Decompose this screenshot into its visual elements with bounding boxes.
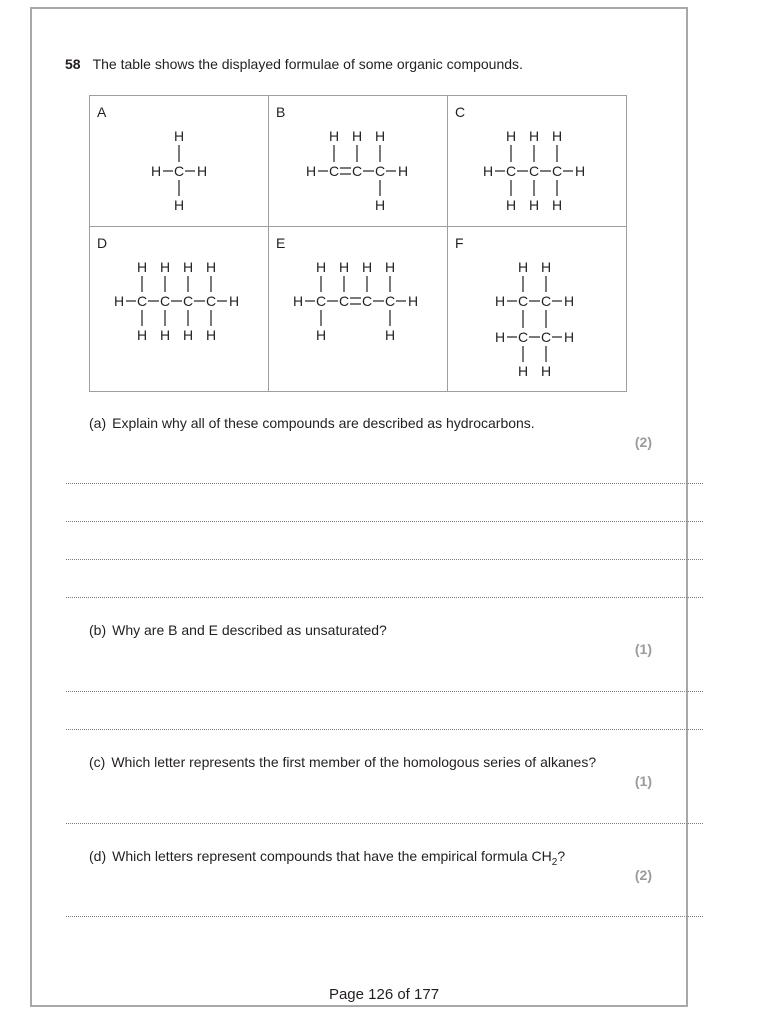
answer-line[interactable] bbox=[66, 483, 703, 484]
question-stem: The table shows the displayed formulae of some organic compounds. bbox=[92, 56, 523, 72]
atom-h: H bbox=[182, 327, 194, 343]
atom-c: C bbox=[374, 163, 386, 179]
displayed-formula-f bbox=[448, 227, 626, 391]
atom-h: H bbox=[528, 128, 540, 144]
atom-h: H bbox=[159, 259, 171, 275]
atom-c: C bbox=[173, 163, 185, 179]
part-text: Why are B and E described as unsaturated? bbox=[112, 622, 387, 638]
part-d-question bbox=[89, 848, 565, 868]
atom-h: H bbox=[482, 163, 494, 179]
atom-h: H bbox=[159, 327, 171, 343]
part-label: (d) bbox=[89, 848, 107, 864]
part-text: Explain why all of these compounds are described as hydrocarbons. bbox=[112, 415, 535, 431]
formula-table bbox=[89, 95, 627, 392]
part-b-marks: (1) bbox=[634, 641, 652, 657]
atom-h: H bbox=[305, 163, 317, 179]
answer-line[interactable] bbox=[66, 823, 703, 824]
question-number: 58 bbox=[65, 56, 81, 72]
atom-h: H bbox=[494, 329, 506, 345]
atom-h: H bbox=[384, 327, 396, 343]
atom-h: H bbox=[338, 259, 350, 275]
atom-c: C bbox=[540, 329, 552, 345]
formula-subscript: 2 bbox=[551, 856, 558, 868]
part-label: (a) bbox=[89, 415, 107, 431]
answer-line[interactable] bbox=[66, 729, 703, 730]
atom-c: C bbox=[159, 293, 171, 309]
atom-h: H bbox=[407, 293, 419, 309]
atom-h: H bbox=[540, 363, 552, 379]
atom-h: H bbox=[517, 363, 529, 379]
displayed-formula-b bbox=[269, 96, 447, 226]
part-c-question bbox=[89, 754, 596, 770]
atom-h: H bbox=[361, 259, 373, 275]
atom-h: H bbox=[505, 197, 517, 213]
atom-h: H bbox=[205, 327, 217, 343]
cell-letter: F bbox=[455, 235, 464, 251]
atom-h: H bbox=[205, 259, 217, 275]
atom-h: H bbox=[384, 259, 396, 275]
atom-c: C bbox=[528, 163, 540, 179]
answer-line[interactable] bbox=[66, 559, 703, 560]
cell-letter: C bbox=[455, 104, 466, 120]
formula-cell-d bbox=[90, 227, 269, 392]
answer-line[interactable] bbox=[66, 521, 703, 522]
atom-h: H bbox=[328, 128, 340, 144]
atom-h: H bbox=[517, 259, 529, 275]
atom-h: H bbox=[551, 197, 563, 213]
atom-h: H bbox=[351, 128, 363, 144]
atom-c: C bbox=[361, 293, 373, 309]
answer-line[interactable] bbox=[66, 597, 703, 598]
atom-h: H bbox=[173, 128, 185, 144]
part-b-question bbox=[89, 622, 387, 638]
part-d-marks: (2) bbox=[634, 867, 652, 883]
atom-h: H bbox=[150, 163, 162, 179]
displayed-formula-d bbox=[90, 227, 268, 391]
formula-cell-c bbox=[448, 96, 627, 227]
atom-h: H bbox=[182, 259, 194, 275]
displayed-formula-e bbox=[269, 227, 447, 391]
atom-h: H bbox=[551, 128, 563, 144]
cell-letter: A bbox=[97, 104, 107, 120]
cell-letter: E bbox=[276, 235, 286, 251]
atom-h: H bbox=[397, 163, 409, 179]
part-label: (b) bbox=[89, 622, 107, 638]
formula-cell-e bbox=[269, 227, 448, 392]
answer-line[interactable] bbox=[66, 691, 703, 692]
formula-cell-f bbox=[448, 227, 627, 392]
atom-h: H bbox=[563, 293, 575, 309]
atom-c: C bbox=[505, 163, 517, 179]
atom-h: H bbox=[136, 327, 148, 343]
atom-h: H bbox=[136, 259, 148, 275]
atom-c: C bbox=[517, 329, 529, 345]
atom-c: C bbox=[540, 293, 552, 309]
atom-h: H bbox=[113, 293, 125, 309]
atom-h: H bbox=[528, 197, 540, 213]
atom-h: H bbox=[505, 128, 517, 144]
part-label: (c) bbox=[89, 754, 106, 770]
atom-c: C bbox=[384, 293, 396, 309]
cell-letter: B bbox=[276, 104, 286, 120]
atom-h: H bbox=[228, 293, 240, 309]
part-a-marks: (2) bbox=[634, 434, 652, 450]
atom-c: C bbox=[205, 293, 217, 309]
atom-h: H bbox=[540, 259, 552, 275]
formula-cell-b bbox=[269, 96, 448, 227]
atom-h: H bbox=[563, 329, 575, 345]
part-a-question bbox=[89, 415, 535, 431]
atom-c: C bbox=[351, 163, 363, 179]
atom-h: H bbox=[374, 128, 386, 144]
atom-h: H bbox=[315, 259, 327, 275]
atom-c: C bbox=[551, 163, 563, 179]
atom-h: H bbox=[574, 163, 586, 179]
atom-h: H bbox=[196, 163, 208, 179]
atom-c: C bbox=[182, 293, 194, 309]
displayed-formula-a bbox=[90, 96, 268, 226]
part-text: Which letter represents the first member of the homologous series of alkanes? bbox=[111, 754, 597, 770]
part-c-marks: (1) bbox=[634, 773, 652, 789]
formula-cell-a bbox=[90, 96, 269, 227]
cell-letter: D bbox=[97, 235, 108, 251]
page-footer: Page 126 of 177 bbox=[328, 986, 440, 1003]
atom-h: H bbox=[173, 197, 185, 213]
atom-h: H bbox=[374, 197, 386, 213]
displayed-formula-c bbox=[448, 96, 626, 226]
atom-c: C bbox=[517, 293, 529, 309]
atom-c: C bbox=[338, 293, 350, 309]
atom-h: H bbox=[292, 293, 304, 309]
atom-c: C bbox=[328, 163, 340, 179]
answer-line[interactable] bbox=[66, 916, 703, 917]
atom-h: H bbox=[494, 293, 506, 309]
atom-h: H bbox=[315, 327, 327, 343]
atom-c: C bbox=[315, 293, 327, 309]
question-header bbox=[65, 56, 523, 72]
part-text: Which letters represent compounds that have the empirical formula CH bbox=[112, 848, 552, 864]
atom-c: C bbox=[136, 293, 148, 309]
part-text-end: ? bbox=[557, 848, 566, 864]
